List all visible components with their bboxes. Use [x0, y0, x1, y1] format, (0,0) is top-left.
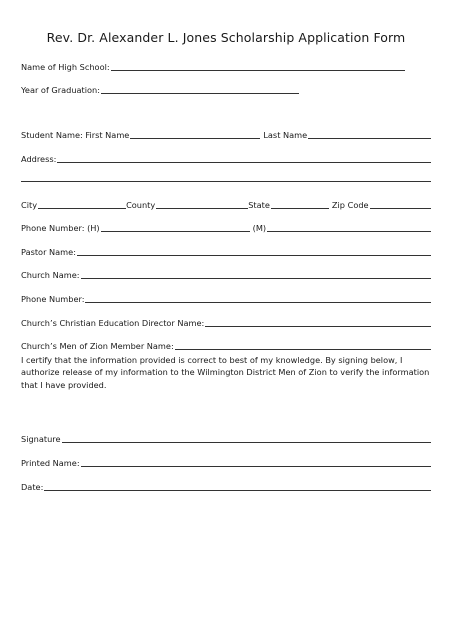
address-line-2-field[interactable]: [21, 181, 431, 182]
mobile-phone-field[interactable]: [267, 222, 431, 232]
certification-statement: I certify that the information provided is correct to best of my knowledge. By signing below, I authorize release of my information to the Wilmington District Men of Zion to verify the information that I have provided.: [21, 355, 430, 390]
date-field[interactable]: [44, 481, 431, 491]
printed-name-row: [21, 454, 431, 468]
pastor-name-label: Pastor Name:: [21, 247, 76, 257]
church-name-label: Church Name:: [21, 270, 80, 280]
men-of-zion-label: Church’s Men of Zion Member Name:: [21, 341, 174, 351]
printed-name-field[interactable]: [81, 457, 431, 467]
graduation-year-field[interactable]: [101, 84, 299, 94]
city-field[interactable]: [38, 199, 126, 209]
first-name-field[interactable]: [130, 129, 260, 139]
date-label: Date:: [21, 482, 44, 492]
last-name-label: Last Name: [263, 130, 308, 140]
ce-director-row: [21, 314, 431, 328]
mobile-phone-label: (M): [252, 223, 267, 233]
address-row: [21, 150, 431, 164]
county-field[interactable]: [156, 199, 248, 209]
men-of-zion-field[interactable]: [175, 340, 431, 350]
city-label: City: [21, 200, 38, 210]
address-field[interactable]: [57, 153, 431, 163]
church-phone-label: Phone Number:: [21, 294, 85, 304]
signature-row: [21, 430, 431, 444]
zip-code-label: Zip Code: [331, 200, 369, 210]
high-school-row: [21, 58, 431, 72]
first-name-label: Student Name: First Name: [21, 130, 130, 140]
county-label: County: [126, 200, 156, 210]
pastor-row: [21, 243, 431, 257]
phone-row: [21, 219, 431, 233]
home-phone-label: Phone Number: (H): [21, 223, 100, 233]
ce-director-field[interactable]: [205, 317, 431, 327]
men-of-zion-row: [21, 337, 431, 351]
church-row: [21, 266, 431, 280]
church-phone-field[interactable]: [85, 293, 431, 303]
high-school-label: Name of High School:: [21, 62, 110, 72]
printed-name-label: Printed Name:: [21, 458, 80, 468]
signature-field[interactable]: [62, 433, 432, 443]
graduation-year-label: Year of Graduation:: [21, 85, 101, 95]
pastor-name-field[interactable]: [77, 246, 431, 256]
state-field[interactable]: [271, 199, 329, 209]
zip-code-field[interactable]: [370, 199, 431, 209]
address-label: Address:: [21, 154, 57, 164]
ce-director-label: Church’s Christian Education Director Name:: [21, 318, 205, 328]
date-row: [21, 478, 431, 492]
church-phone-row: [21, 290, 431, 304]
church-name-field[interactable]: [81, 269, 432, 279]
graduation-year-row: [21, 81, 431, 95]
student-name-row: [21, 126, 431, 140]
home-phone-field[interactable]: [101, 222, 250, 232]
form-title: Rev. Dr. Alexander L. Jones Scholarship Application Form: [46, 30, 406, 45]
high-school-field[interactable]: [111, 61, 405, 71]
state-label: State: [248, 200, 270, 210]
city-county-state-zip-row: [21, 196, 431, 210]
last-name-field[interactable]: [308, 129, 431, 139]
signature-label: Signature: [21, 434, 61, 444]
